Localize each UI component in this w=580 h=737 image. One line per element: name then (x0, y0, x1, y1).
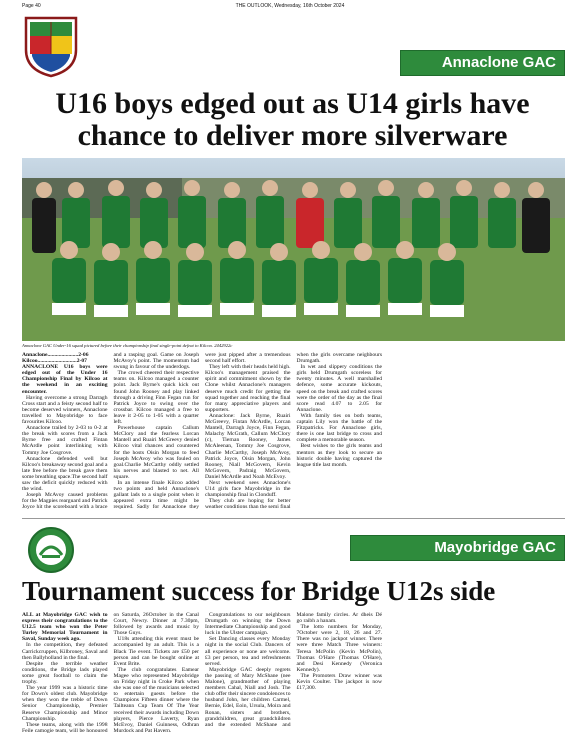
article-paragraph: In the competition, they defeated Carrickcruppen, Kilbroney, Saval and then Ballyholland in the final. (22, 642, 108, 661)
photo-caption: Annaclone GAC Under-16 squad pictured before their championship final single-point defeat to Kilcoo. 2442922c (22, 343, 233, 348)
article-paragraph: The club congratulates Eamear Magee who represented Mayobridge on Friday night in Croke Park when she was one of the musicians selected to entertain guests before the Champions Fifteen dinner where the Tailteann Cup Team Of The Year received their awards including Down players, Pierce Laverty, Ryan McEvoy, Daniel Guinness, Odhran Murdock and Pat Havern. (113, 666, 199, 734)
article-paragraph: U18s attending this event must be accompanied by an adult. This is a Black Tie event. Tickets are £50 per person and can be bought online at Event Brite. (113, 636, 199, 667)
article-body-annaclone (22, 352, 565, 514)
article-paragraph: Joseph McAvoy caused problems for the Magpies rearguard and Patrick Joyce hit the scoreboard with a brace and a rasping goal. Game on Joseph McAvoy's point. The momentum had swung in favour of the underdogs. (22, 352, 199, 511)
annaclone-crest (22, 14, 80, 78)
headline-bridge-u12s: Tournament success for Bridge U12s side (22, 576, 496, 606)
article-paragraph: With family ties on both teams, captain Lily won the battle of the Fitzpatricks. For Annaclone girls, there is one last bridge to cross and complete a memorable season. (296, 412, 382, 444)
team-photo (22, 158, 565, 341)
section-label-mayobridge: Mayobridge GAC (350, 535, 565, 561)
article-paragraph: The year 1999 was a historic time for Down's oldest club. Mayobridge when they won the treble of Down Senior Championship, Premier Reserve Championship and Minor Championship. (22, 685, 108, 722)
article-paragraph: Annaclone: Jack Byrne, Ruairi McGreevy, Fintan McArdle, Lorcan Mantell, Darragh Joyce, Finn Fegan, Malachy McGrath, Callum McClory (c), Tiernan Rooney, James McAleenan, Tommy Joe Cosgrove, Charlie McCarthy, Joseph McAvoy, Patrick Joyce, Oisin Morgan, John Rooney, Niall McGovern, Kevin McGovern, Padraig McGovern, Daniel McArdle and Noah McEvoy. (205, 412, 291, 480)
article-paragraph: Next weekend sees Annaclone's U14 girls face Mayobridge in the championship final in Clonduff. (205, 479, 291, 499)
headline-u16-boys: U16 boys edged out as U14 girls have chance to deliver more silverware (55, 87, 530, 152)
article-paragraph: The Promoters Draw winner was Kevin Coulter. The jackpot is now £17,300. (296, 672, 382, 692)
article-paragraph: Set Dancing classes every Monday night in the social Club. Dancers of all experience or none are welcome. £3 per person, tea and refreshments served. (205, 636, 291, 667)
article-paragraph: ANNACLONE U16 boys were edged out of the Under 16 Championship Final by Kilcoo at the weekend in an exciting encounter. (22, 364, 108, 395)
score-line: Annaclone......................2-06 (22, 352, 89, 358)
article-paragraph: Best wishes to the girls teams and mentors as they look to secure an historic double having captured the league title last month. (296, 443, 382, 468)
mayobridge-crest (22, 525, 80, 575)
crest-circle-icon (22, 525, 80, 575)
article-paragraph: The lotto numbers for Monday, 7October were 2, 18, 26 and 27. There was no jackpot winner. There were three Match Three winners: Teresa McPolin (Kevin McPolin), Thomas O'Hare (Thomas O'Hare), and Desi Kennedy (Veronica Kennedy). (296, 624, 382, 673)
article-paragraph: In wet and slippery conditions the girls held Drumgath scoreless for twenty minutes. A well marshalled defence, some accurate kickouts, speed on the break and crafted scores were the order of the day as the final score read 4.07 to 2.05 for Annaclone. (296, 364, 382, 413)
article-paragraph: They club are hoping for better weather conditions than the semi final when the girls overcame neighbours Drumgath. (205, 352, 382, 511)
article-divider (22, 518, 565, 519)
crest-shield-icon (22, 14, 80, 78)
article-paragraph: Annaclone defended well but Kilcoo's breakaway second goal and a late free before the break gave them some breathing space.The second half saw the deficit quickly reduced with the wind. (22, 455, 108, 493)
article-paragraph: Powerhouse captain Callum McClory and the fearless Lorcan Mantell and Ruairi McGreevy denied Kilcoo vital chances and countered for the hosts Oisin Morgan to feed Joseph McAvoy who was fouled on goal.Charlie McCarthy oddly settled his nerves and blasted to net. All square. (113, 425, 199, 480)
article-paragraph: Annaclone trailed by 2-03 to 0-2 at the break with scores from a Jack Byrne free and crafted Fintan McArdle point interlinking with Tommy Joe Cosgrove. (22, 425, 108, 456)
article-paragraph: In an intense finale Kilcoo added two points and held Annaclone's gallant lads to a single point when it appeared extra time might be required. Sadly for Annaclone they were just pipped after a tremendous second half effort. (113, 352, 291, 511)
article-paragraph: Having overcome a strong Darragh Cross start and a feisty second half to become deserved winners, Annaclone travelled to Mayobridge to face favourites Kilcoo. (22, 394, 108, 426)
article-paragraph: ALL at Mayobridge GAC wish to express their congratulations to the U12.5 team who won the Peter Turley Memorial Tournament in Saval, Sunday week ago. (22, 612, 108, 643)
masthead: THE OUTLOOK, Wednesday, 16th October 2024 (235, 3, 345, 9)
article-paragraph: The crowd cheered their respective teams on. Kilcoo managed a counter point. Jack Byrne's quick kick out found John Rooney and play linked through a driving Finn Fegan run for Patrick Joyce to swing over the crossbar. Kilcoo managed a free to leave it 2-05 to 1-05 with a quarter left. (113, 370, 199, 426)
article-paragraph: Congratulations to our neighbours Drumgath on winning the Down Intermediate Championship and good luck in the Ulster campaign. (205, 612, 291, 637)
section-label-annaclone: Annaclone GAC (400, 50, 565, 76)
article-paragraph: Despite the terrible weather conditions, the Bridge lads played some great football to claim the trophy. (22, 660, 108, 686)
score-line: Kilcoo............................2-07 (22, 358, 87, 365)
page-header (0, 0, 580, 11)
article-paragraph: They left with their heads held high. Kilcoo's management praised the spirit and commitment shown by the Clone whilst Annaclone's managers deserve much credit for getting the squad together and reaching the final for many appreciative players and supporters. (205, 364, 291, 413)
article-paragraph: Mayobridge GAC deeply regrets the passing of Mary McShane (nee Malone), grandmother of playing members Cahal, Niall and Josh. The club offer their sincere condolences to husband John, her children Carmel, Bernie, Edel, Eoin, Ursula, Moira and Ronan, sisters and brothers, grandchildren, great grandchildren and the extended McShane and Malone family circles. Ar dheis Dé go raibh a hanam. (205, 612, 382, 728)
article-paragraph: These teams, along with the 1998 Feile camogie team, will be honoured on Saturda, 26October in the Canal Court, Newry. Dinner at 7.30pm, followed by awards and music by Those Guys. (22, 612, 199, 734)
page-number: Page 40 (22, 3, 41, 9)
article-body-mayobridge (22, 612, 565, 734)
